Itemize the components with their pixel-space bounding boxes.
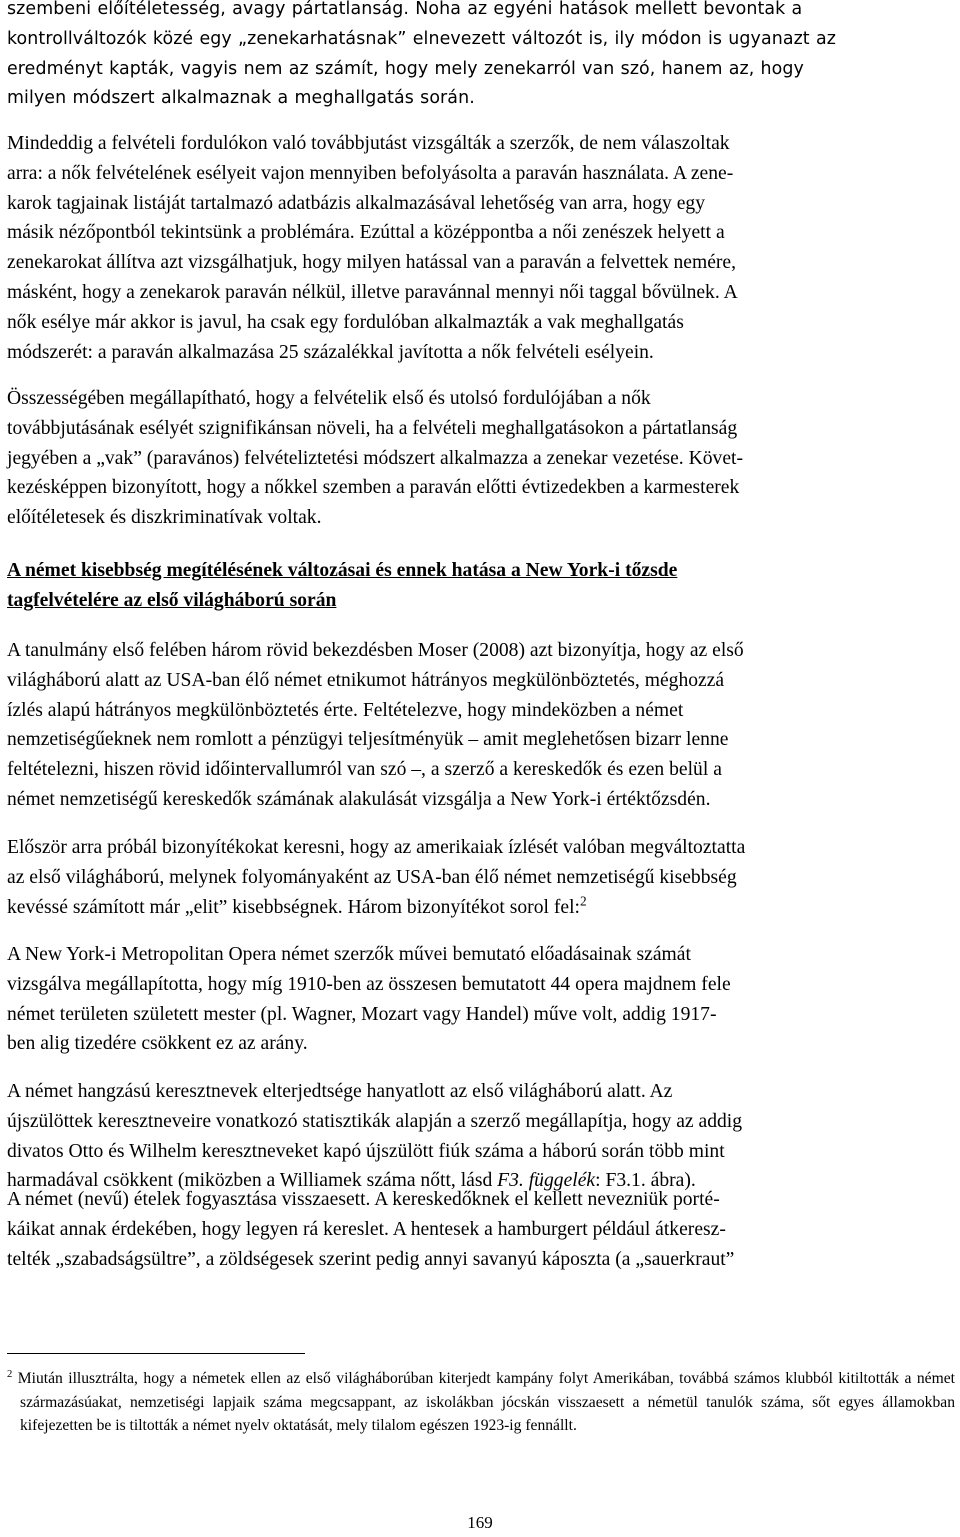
paragraph-line: szembeni előítéletesség, avagy pártatlanság. Noha az egyéni hatások mellett bevontak a [7,0,803,19]
paragraph-line: telték „szabadságsültre”, a zöldségesek szerint pedig annyi savanyú káposzta (a „sauerkraut” [7,1248,735,1270]
paragraph-line: továbbjutásának esélyét szignifikánsan növeli, ha a felvételi meghallgatásokon a pártatlanság [7,417,738,439]
paragraph-line: kevéssé számított már „elit” kisebbségnek. Három bizonyítékot sorol fel: [7,896,580,918]
paragraph-line: német nemzetiségű kereskedők számának alakulását vizsgálja a New York-i értéktőzsdén. [7,788,711,810]
paragraph-line: káikat annak érdekében, hogy legyen rá kereslet. A hentesek a hamburgert például átkeresz- [7,1218,726,1240]
paragraph-line: másik nézőpontból tekintsünk a problémára. Ezúttal a középpontba a női zenészek helyett a [7,222,725,244]
paragraph-line: ben alig tizedére csökkent ez az arány. [7,1033,308,1055]
paragraph-eloszor [7,833,955,922]
paragraph-line: A német hangzású keresztnevek elterjedtsége hanyatlott az első világháború alatt. Az [7,1081,673,1102]
paragraph-mindeddig [7,129,955,367]
paragraph-german-foods [7,1185,955,1274]
paragraph-line: kontrollváltozók közé egy „zenekarhatásnak” elnevezett változót is, ily módon is ugyanazt az [7,28,836,49]
heading-line: tagfelvételére az első világháború során [7,590,337,611]
paragraph-line: módszerét: a paraván alkalmazása 25 százalékkal javította a nők felvételi esélyein. [7,341,654,363]
paragraph-line: milyen módszert alkalmaznak a meghallgatás során. [7,88,475,109]
footnote-marker: 2 [7,1369,13,1381]
paragraph-line: arra: a nők felvételének esélyeit vajon mennyiben befolyásolta a paraván használata. A zene- [7,162,734,184]
paragraph-line: nők esélye már akkor is javul, ha csak egy fordulóban alkalmazták a vak meghallgatás [7,311,684,333]
paragraph-line: feltételezni, hiszen rövid időintervallumról van szó –, a szerző a kereskedők és ezen belül a [7,759,722,781]
heading-line: A német kisebbség megítélésének változásai és ennek hatása a New York-i tőzsde [7,560,678,581]
footnote-body [7,1367,955,1438]
paragraph-tanulmany [7,636,955,815]
paragraph-first [7,0,955,114]
paragraph-line: az első világháború, melynek folyományaként az USA-ban élő német nemzetiségű kisebbség [7,866,737,888]
paragraph-line: ízlés alapú hátrányos megkülönböztetés érte. Feltételezve, hogy mindeközben a német [7,699,684,721]
paragraph-line: Először arra próbál bizonyítékokat keresni, hogy az amerikaiak ízlését valóban megváltoztatta [7,837,746,858]
paragraph-line: másként, hogy a zenekarok paraván nélkül, illetve paravánnal mennyi női taggal bővülnek. A [7,281,738,303]
paragraph-new-york-opera [7,940,955,1059]
paragraph-german-names [7,1077,955,1196]
line-prefix: harmadával csökkent (miközben a Williamek száma nőtt, lásd [7,1170,498,1192]
paragraph-line: A tanulmány első felében három rövid bekezdésben Moser (2008) azt bizonyítja, hogy az első [7,640,744,661]
footnote-reference[interactable]: 2 [579,893,587,909]
footnote-separator [7,1353,305,1354]
paragraph-line: A New York-i Metropolitan Opera német szerzők művei bemutató előadásainak számát [7,944,691,965]
paragraph-line: újszülöttek keresztneveire vonatkozó statisztikák alapján a szerző megállapítja, hogy az addig [7,1110,743,1132]
paragraph-line: vizsgálva megállapította, hogy míg 1910-ben az összesen bemutatott 44 opera majdnem fele [7,973,731,995]
paragraph-line: zenekarokat állítva azt vizsgálhatjuk, hogy milyen hatással van a paraván a felvettek nemére, [7,252,737,274]
paragraph-line: karok tagjainak listáját tartalmazó adatbázis alkalmazásával lehetőség van arra, hogy egy [7,192,705,214]
paragraph-line: Mindeddig a felvételi fordulókon való továbbjutást vizsgálták a szerzők, de nem válaszoltak [7,133,730,154]
paragraph-line: Összességében megállapítható, hogy a felvételik első és utolsó fordulójában a nők [7,388,651,409]
footnote [7,1367,955,1438]
paragraph-line: nemzetiségűeknek nem romlott a pénzügyi teljesítményük – amit meglehetősen bizarr lenne [7,729,729,751]
paragraph-line: eredményt kapták, vagyis nem az számít, hogy mely zenekarról van szó, hanem az, hogy [7,58,804,79]
line-suffix: : F3.1. ábra). [595,1170,696,1192]
paragraph-line: kezésképpen bizonyított, hogy a nőkkel szemben a paraván előtti évtizedekben a karmesterek [7,477,740,499]
paragraph-line: előítéletesek és diszkriminatívak voltak. [7,507,322,529]
section-heading [7,556,955,616]
page-number: 169 [467,1513,493,1532]
paragraph-line: világháború alatt az USA-ban élő német etnikumot hátrányos megkülönböztetés, méghozzá [7,669,725,691]
paragraph-osszessegeben [7,384,955,533]
appendix-reference[interactable]: F3. függelék [497,1170,596,1192]
paragraph-line: A német (nevű) ételek fogyasztása visszaesett. A kereskedőknek el kellett nevezniük porté- [7,1189,720,1210]
footnote-text: Miután illusztrálta, hogy a németek ellen az első világháborúban kiterjedt kampány folyt Amerikában, továbbá számos klubból kitiltották a német származásúakat, nemzetiségi lapjaik száma megcsappant, az iskolákban jócskán visszaesett a németül tanulók száma, sőt egyes államokban kifejezetten be is tiltották a német nyelv oktatását, mely tilalom egészen 1923-ig fennállt. [17,1370,955,1435]
paragraph-line: német területen született mester (pl. Wagner, Mozart vagy Handel) műve volt, addig 1917- [7,1003,717,1025]
paragraph-line: jegyében a „vak” (paravános) felvételiztetési módszert alkalmazza a zenekar vezetése. Követ- [7,447,743,469]
paragraph-line: divatos Otto és Wilhelm keresztneveket kapó újszülött fiúk száma a háború során több mint [7,1140,725,1162]
